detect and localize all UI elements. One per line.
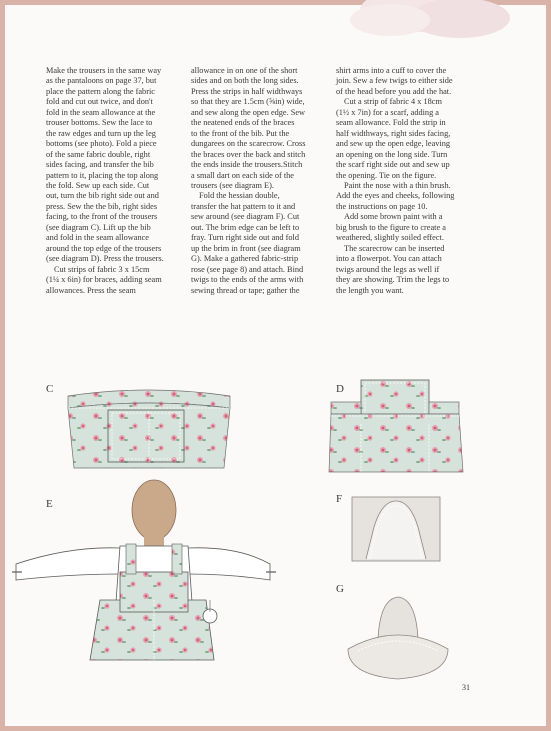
text-line: the scarf right side out and sew up [336, 160, 450, 170]
text-line: seam allowance. Fold the strip in [336, 118, 446, 128]
text-line: trousers (see diagram E). [191, 180, 274, 190]
text-line: and sew up the open edge, leaving [336, 139, 451, 149]
text-line: the length you want. [336, 285, 404, 295]
text-line: and sew along the open edge. Sew [191, 107, 306, 117]
text-line: Press the strips in half widthways [191, 86, 303, 96]
diagram-label-g: G [336, 583, 344, 595]
text-line: into a flowerpot. You can attach [336, 254, 442, 264]
text-line: the ends inside the trousers.Stitch [191, 160, 303, 170]
text-line: around the top edge of the trousers [46, 243, 162, 253]
text-line: sides and on both the long sides. [191, 76, 299, 86]
diagram-g-finished-hat [342, 593, 454, 681]
text-line: twigs around the legs as well if [336, 264, 440, 274]
text-line: Add some brown paint with a [344, 212, 443, 222]
text-line: bottoms (see photo). Fold a piece [46, 139, 157, 149]
text-line: big brush to the figure to create a [336, 222, 446, 232]
diagram-c-trousers-bib [64, 388, 234, 474]
text-line: facing, to the front of the trousers [46, 212, 158, 222]
text-line: (see diagram D). Press the trousers. [46, 254, 164, 264]
text-line: the braces over the back and stitch [191, 149, 306, 159]
text-line: and fold in the seam allowance [46, 233, 149, 243]
text-line: up the brim in front (see diagram [191, 243, 301, 253]
text-line: G). Make a gathered fabric-strip [191, 254, 299, 264]
diagram-f-hat-pattern [352, 497, 440, 561]
text-line: trouser bottoms. Sew the lace to [46, 118, 153, 128]
text-line: of the head before you add the hat. [336, 86, 452, 96]
text-line: sewing thread or tape; gather the [191, 285, 300, 295]
text-line: they are showing. Trim the legs to [336, 275, 450, 285]
text-column-1 [46, 66, 174, 296]
text-line: rose (see page 8) and attach. Bind [191, 264, 304, 274]
diagram-d-bib-lifted [325, 378, 467, 474]
text-line: Cut strips of fabric 3 x 15cm [54, 264, 150, 274]
text-line: place the pattern along the fabric [46, 86, 155, 96]
text-line: weathered, slightly soiled effect. [336, 233, 444, 243]
diagram-label-f: F [336, 493, 343, 505]
text-line: the raw edges and turn up the leg [46, 128, 156, 138]
text-line: dungarees on the scarecrow. Cross [191, 139, 306, 149]
text-line: an opening on the long side. Turn [336, 149, 448, 159]
text-line: of the same fabric double, right [46, 149, 151, 159]
text-line: Fold the hessian double, [199, 191, 280, 201]
text-line: fold and cut out twice, and don't [46, 97, 153, 107]
text-line: fray. Turn right side out and fold [191, 233, 300, 243]
text-line: The scarecrow can be inserted [344, 243, 445, 253]
text-line: the opening. Tie on the figure. [336, 170, 437, 180]
text-line: Paint the nose with a thin brush. [344, 180, 451, 190]
text-line: out. The brim edge can be left to [191, 222, 300, 232]
text-line: half widthways, right sides facing, [336, 128, 451, 138]
text-line: join. Sew a few twigs to either side [336, 76, 453, 86]
text-line: to the front of the bib. Put the [191, 128, 290, 138]
diagram-e-scarecrow-dungarees [10, 480, 278, 670]
diagram-label-e: E [46, 498, 53, 510]
diagram-label-c: C [46, 383, 54, 395]
text-line: sides facing, and transfer the bib [46, 160, 154, 170]
text-line: sew around (see diagram F). Cut [191, 212, 300, 222]
text-line: Add the eyes and cheeks, following [336, 191, 455, 201]
text-line: pattern to it, placing the top along [46, 170, 159, 180]
text-line: transfer the hat pattern to it and [191, 201, 296, 211]
text-column-2 [191, 66, 319, 296]
page-number: 31 [462, 683, 470, 692]
text-line: Cut a strip of fabric 4 x 18cm [344, 97, 442, 107]
text-line: (see diagram C). Lift up the bib [46, 222, 151, 232]
text-line: press. Sew the the bib, right sides [46, 201, 158, 211]
text-line: so that they are 1.5cm (⅝in) wide, [191, 97, 305, 107]
text-column-3 [336, 66, 464, 296]
text-line: the instructions on page 10. [336, 201, 428, 211]
text-line: twigs to the ends of the arms with [191, 275, 304, 285]
text-line: (1¼ x 6in) for braces, adding seam [46, 275, 162, 285]
text-line: out, turn the bib right side out and [46, 191, 159, 201]
text-line: as the pantaloons on page 37, but [46, 76, 157, 86]
text-line: fold in the seam allowance at the [46, 107, 156, 117]
diagram-label-d: D [336, 383, 344, 395]
text-line: the neatened ends of the braces [191, 118, 295, 128]
decorative-rose-watermark [300, 0, 545, 60]
text-line: a small dart on each side of the [191, 170, 294, 180]
text-line: allowance in on one of the short [191, 66, 298, 75]
text-line: (1½ x 7in) for a scarf, adding a [336, 107, 439, 117]
text-line: the fold. Sew up each side. Cut [46, 180, 150, 190]
text-line: allowances. Press the seam [46, 285, 136, 295]
text-line: Make the trousers in the same way [46, 66, 162, 75]
text-line: shirt arms into a cuff to cover the [336, 66, 447, 75]
